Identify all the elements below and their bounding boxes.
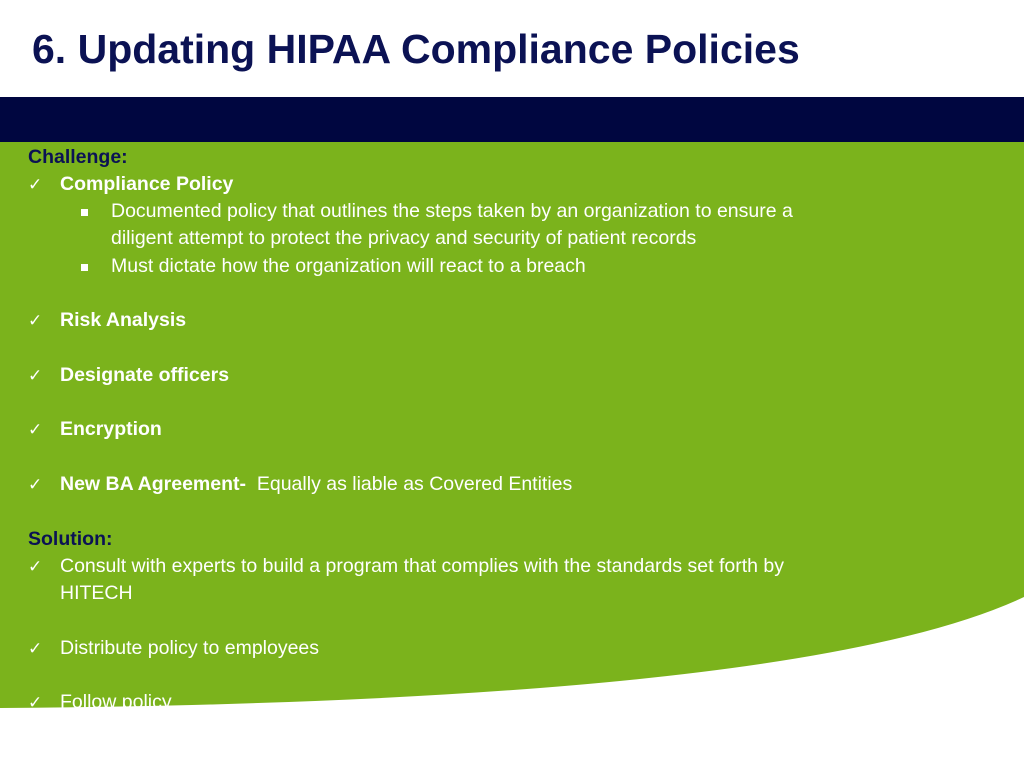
check-mark-icon: ✓ [28,639,43,658]
check-mark-icon: ✓ [28,693,43,712]
header-band [0,97,1024,142]
square-bullet-icon [81,209,88,216]
agreement-detail: Equally as liable as Covered Entities [256,473,573,495]
check-mark-icon: ✓ [28,557,43,576]
challenge-heading: Challenge: [28,146,128,168]
agreement-label: New BA Agreement- [60,473,247,495]
square-bullet-icon [81,264,88,271]
page-title: 6. Updating HIPAA Compliance Policies [32,26,800,72]
check-mark-icon: ✓ [28,175,43,194]
check-mark-icon: ✓ [28,420,43,439]
check-mark-icon: ✓ [28,366,43,385]
check-mark-icon: ✓ [28,475,43,494]
solution-heading: Solution: [28,528,113,550]
check-mark-icon: ✓ [28,311,43,330]
